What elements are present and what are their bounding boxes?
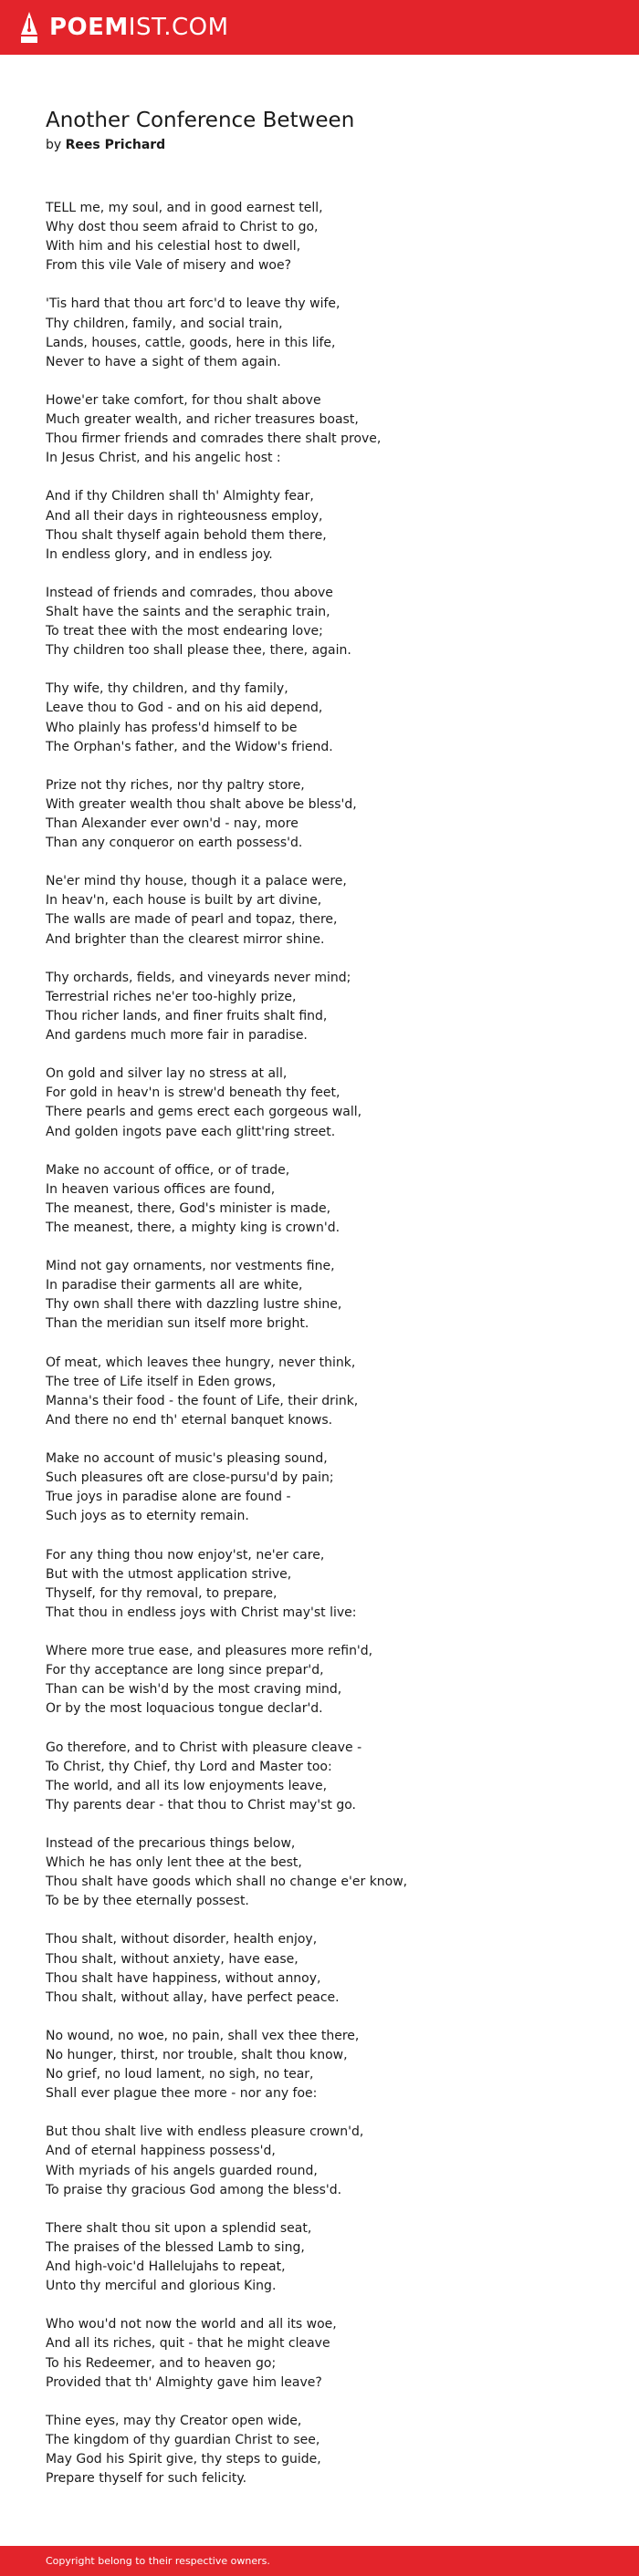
poem-line: Leave thou to God - and on his aid depend,: [46, 701, 323, 716]
poem-line: Thy parents dear - that thou to Christ may'st go.: [46, 1797, 356, 1813]
stanza: [46, 776, 593, 853]
poem-line: Which he has only lent thee at the best,: [46, 1855, 302, 1871]
poem-line: Instead of friends and comrades, thou above: [46, 585, 333, 600]
poem-line: From this vile Vale of misery and woe?: [46, 258, 292, 274]
poem-line: But with the utmost application strive,: [46, 1566, 292, 1582]
stanza: [46, 1739, 593, 1815]
poem-line: Thy orchards, fields, and vineyards never mind;: [46, 970, 351, 985]
stanza: [46, 487, 593, 564]
poem-line: No grief, no loud lament, no sigh, no tear,: [46, 2067, 314, 2083]
poem-line: To praise thy gracious God among the bless'd.: [46, 2182, 342, 2197]
poem-line: Shall ever plague thee more - nor any foe:: [46, 2086, 318, 2102]
poem-line: Shalt have the saints and the seraphic train,: [46, 604, 330, 619]
poem-line: The Orphan's father, and the Widow's friend.: [46, 739, 333, 754]
poem-line: Manna's their food - the fount of Life, their drink,: [46, 1393, 359, 1408]
stanza: [46, 2315, 593, 2392]
poem-line: Than can be wish'd by the most craving mind,: [46, 1682, 342, 1698]
poem-line: And high-voic'd Hallelujahs to repeat,: [46, 2259, 286, 2275]
poem-line: And gardens much more fair in paradise.: [46, 1028, 308, 1044]
poem-line: The meanest, there, a mighty king is crown'd.: [46, 1220, 340, 1235]
stanza: [46, 584, 593, 660]
stanza: [46, 680, 593, 756]
poem-line: No wound, no woe, no pain, shall vex thee there,: [46, 2028, 360, 2043]
poem-line: In paradise their garments all are white,: [46, 1278, 303, 1293]
poem-line: And golden ingots pave each glitt'ring street.: [46, 1124, 336, 1139]
logo-light-text: IST.COM: [128, 14, 229, 41]
poem-line: Prepare thyself for such felicity.: [46, 2471, 247, 2487]
poem-line: Thou shalt, without allay, have perfect peace.: [46, 1989, 340, 2005]
poem-line: The kingdom of thy guardian Christ to see,: [46, 2432, 320, 2447]
poem-line: Than any conqueror on earth possess'd.: [46, 836, 303, 851]
poem-line: 'Tis hard that thou art forc'd to leave thy wife,: [46, 296, 340, 312]
poem-line: In endless glory, and in endless joy.: [46, 546, 273, 562]
stanza: [46, 199, 593, 275]
stanza: [46, 1161, 593, 1238]
poem-line: Lands, houses, cattle, goods, here in this life,: [46, 335, 336, 350]
poem-line: And brighter than the clearest mirror shine.: [46, 931, 325, 947]
poem-line: That thou in endless joys with Christ may'st live:: [46, 1605, 357, 1620]
poem-line: The walls are made of pearl and topaz, there,: [46, 912, 338, 928]
poem-line: And if thy Children shall th' Almighty fear,: [46, 489, 314, 504]
site-footer: [0, 2546, 639, 2576]
poem-line: With myriads of his angels guarded round,: [46, 2163, 318, 2178]
poem-line: Unto thy merciful and glorious King.: [46, 2279, 277, 2294]
poem-line: To Christ, thy Chief, thy Lord and Master too:: [46, 1759, 332, 1774]
stanza: [46, 2412, 593, 2488]
stanza: [46, 969, 593, 1045]
poem-line: Thy own shall there with dazzling lustre shine,: [46, 1297, 342, 1313]
poem-line: To be by thee eternally possest.: [46, 1894, 249, 1909]
poem-line: Much greater wealth, and richer treasures boast,: [46, 412, 359, 428]
poem-line: In Jesus Christ, and his angelic host :: [46, 451, 281, 466]
poem-line: Thy children, family, and social train,: [46, 316, 283, 331]
byline: [46, 137, 593, 153]
poem-line: Thyself, for thy removal, to prepare,: [46, 1585, 278, 1601]
poem-line: Thy wife, thy children, and thy family,: [46, 681, 288, 697]
author-link[interactable]: Rees Prichard: [65, 138, 166, 152]
poem-line: Howe'er take comfort, for thou shalt above: [46, 392, 321, 408]
poem-line: Prize not thy riches, nor thy paltry store,: [46, 777, 305, 793]
poem-line: For gold in heav'n is strew'd beneath thy feet,: [46, 1085, 340, 1101]
stanza: [46, 295, 593, 371]
poem-line: And all their days in righteousness employ,: [46, 508, 323, 524]
stanza: [46, 872, 593, 949]
poem-line: Than Alexander ever own'd - nay, more: [46, 816, 299, 831]
poem-line: Thou shalt, without anxiety, have ease,: [46, 1951, 299, 1967]
poem-line: The meanest, there, God's minister is made,: [46, 1200, 331, 1216]
poem-line: Thou richer lands, and finer fruits shalt find,: [46, 1008, 328, 1023]
stanza: [46, 1930, 593, 2007]
poem-line: Thine eyes, may thy Creator open wide,: [46, 2413, 302, 2428]
poem-line: Of meat, which leaves thee hungry, never think,: [46, 1355, 356, 1370]
poem-line: Thy children too shall please thee, there, again.: [46, 643, 351, 659]
stanza: [46, 1546, 593, 1623]
poem-line: Than the meridian sun itself more bright.: [46, 1316, 309, 1332]
logo-bold-text: POEM: [49, 14, 129, 41]
site-header: [0, 0, 639, 55]
poem-line: Never to have a sight of them again.: [46, 354, 281, 369]
stanza: [46, 2219, 593, 2296]
poem-line: Provided that th' Almighty gave him leave?: [46, 2374, 322, 2390]
copyright-text: Copyright belong to their respective owners.: [46, 2555, 270, 2567]
poem-line: The tree of Life itself in Eden grows,: [46, 1374, 277, 1389]
poem-line: Ne'er mind thy house, though it a palace were,: [46, 874, 347, 889]
poem-line: Instead of the precarious things below,: [46, 1835, 296, 1851]
poem-line: The praises of the blessed Lamb to sing,: [46, 2239, 305, 2255]
by-label: by: [46, 138, 62, 152]
poem-line: Or by the most loquacious tongue declar'd.: [46, 1701, 323, 1717]
stanza: [46, 1257, 593, 1334]
poem-line: On gold and silver lay no stress at all,: [46, 1066, 288, 1082]
stanza: [46, 1449, 593, 1526]
poem-line: No hunger, thirst, nor trouble, shalt thou know,: [46, 2048, 348, 2062]
stanza: [46, 391, 593, 468]
stanza: [46, 1642, 593, 1719]
poem-line: Who plainly has profess'd himself to be: [46, 720, 298, 735]
poem-line: Such joys as to eternity remain.: [46, 1509, 249, 1524]
poem-body: [46, 199, 593, 2488]
poem-line: In heaven various offices are found,: [46, 1181, 276, 1197]
poem-line: To his Redeemer, and to heaven go;: [46, 2355, 277, 2371]
poem-line: Thou shalt, without disorder, health enjoy,: [46, 1932, 318, 1948]
stanza: [46, 1834, 593, 1911]
poem-line: To treat thee with the most endearing love;: [46, 624, 323, 639]
poem-title: Another Conference Between: [46, 109, 355, 132]
poem-line: TELL me, my soul, and in good earnest tell,: [46, 201, 323, 215]
stanza: [46, 1354, 593, 1430]
poem-line: With him and his celestial host to dwell,: [46, 239, 301, 254]
poem-line: There pearls and gems erect each gorgeous wall,: [46, 1105, 362, 1120]
poem-line: Thou firmer friends and comrades there shalt prove,: [46, 431, 382, 447]
poem-line: There shalt thou sit upon a splendid seat,: [46, 2220, 312, 2236]
poem-line: May God his Spirit give, thy steps to guide,: [46, 2451, 321, 2467]
poem-line: Mind not gay ornaments, nor vestments fine,: [46, 1259, 335, 1274]
poem-line: True joys in paradise alone are found -: [46, 1490, 291, 1505]
poem-line: Thou shalt thyself again behold them there,: [46, 527, 327, 543]
poem-line: The world, and all its low enjoyments leave,: [46, 1778, 328, 1793]
site-logo[interactable]: [49, 16, 229, 39]
poem-line: Terrestrial riches ne'er too-highly prize,: [46, 989, 297, 1004]
poem-line: Go therefore, and to Christ with pleasure cleave -: [46, 1740, 362, 1755]
stanza: [46, 2123, 593, 2199]
poem-line: With greater wealth thou shalt above be bless'd,: [46, 796, 357, 812]
stanza: [46, 1065, 593, 1141]
poem-line: Make no account of music's pleasing sound,: [46, 1451, 328, 1467]
stanza: [46, 2027, 593, 2103]
pen-nib-icon: [20, 11, 38, 44]
poem-line: Make no account of office, or of trade,: [46, 1162, 290, 1178]
poem-line: And all its riches, quit - that he might cleave: [46, 2336, 330, 2352]
poem-line: For any thing thou now enjoy'st, ne'er care,: [46, 1547, 325, 1563]
poem-line: Where more true ease, and pleasures more refin'd,: [46, 1644, 373, 1659]
poem-line: Who wou'd not now the world and all its woe,: [46, 2317, 337, 2332]
poem-line: Such pleasures oft are close-pursu'd by pain;: [46, 1470, 334, 1486]
poem-line: And there no end th' eternal banquet knows.: [46, 1412, 333, 1428]
poem-line: For thy acceptance are long since prepar'd,: [46, 1663, 324, 1678]
poem-content: [46, 108, 593, 2508]
poem-line: Thou shalt have happiness, without annoy,: [46, 1970, 321, 1986]
poem-line: Thou shalt have goods which shall no change e'er know,: [46, 1875, 408, 1890]
poem-line: But thou shalt live with endless pleasure crown'd,: [46, 2124, 364, 2140]
poem-line: And of eternal happiness possess'd,: [46, 2144, 276, 2159]
poem-line: Why dost thou seem afraid to Christ to go,: [46, 220, 319, 235]
poem-line: In heav'n, each house is built by art divine,: [46, 893, 322, 909]
